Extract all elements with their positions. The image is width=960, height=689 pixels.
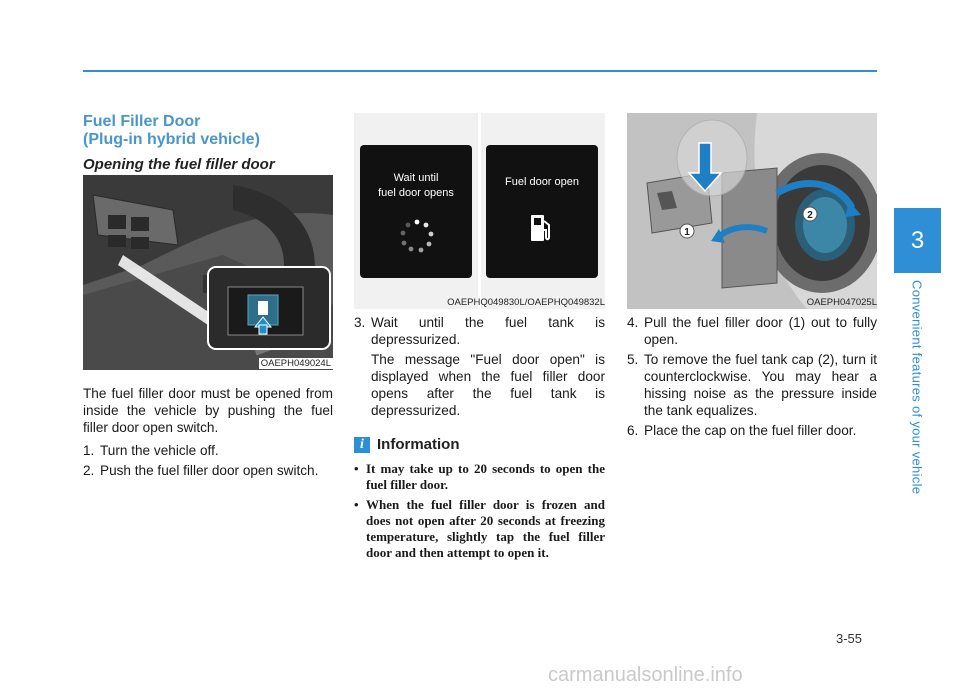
information-icon: i (354, 437, 370, 453)
chapter-title: Convenient features of your vehicle (909, 280, 925, 495)
figure-caption: OAEPHQ049830L/OAEPHQ049832L (447, 297, 605, 308)
section-subtitle: Opening the fuel filler door (83, 156, 275, 173)
column-1-text (83, 385, 333, 482)
list-item (627, 351, 877, 419)
bullet-text: It may take up to 20 seconds to open the fuel filler door. (366, 461, 605, 492)
header-rule (83, 70, 877, 72)
chapter-number: 3 (910, 226, 925, 254)
information-heading (354, 436, 605, 453)
figure-caption: OAEPH049024L (260, 358, 331, 369)
screen-message-wait (360, 171, 472, 201)
section-title-line1: Fuel Filler Door (83, 113, 201, 130)
step-number: 3. (354, 315, 366, 330)
section-heading (83, 113, 333, 173)
list-item (83, 462, 333, 479)
callout-1: 1 (684, 227, 690, 238)
information-bullets (354, 461, 605, 565)
figure-fuel-cap (627, 113, 877, 309)
figure-divider (478, 113, 481, 309)
steps-list-1 (83, 442, 333, 479)
step-text: Place the cap on the fuel filler door. (644, 423, 857, 438)
list-item (354, 314, 605, 348)
list-item (354, 497, 605, 561)
list-item (627, 422, 877, 439)
callout-2: 2 (807, 210, 813, 221)
page-number: 3-55 (836, 631, 863, 646)
information-title: Information (377, 436, 460, 453)
dashboard-illustration (83, 175, 333, 370)
steps-list-3 (627, 314, 877, 439)
figure-caption: OAEPH047025L (806, 297, 877, 308)
screen-message-open: Fuel door open (505, 176, 579, 188)
chapter-number-tab (894, 208, 941, 273)
step-text: Wait until the fuel tank is depressurized. (371, 315, 605, 347)
step-text: To remove the fuel tank cap (2), turn it counterclockwise. You may hear a hissing noise as the pressure inside the tank equalizes. (644, 352, 877, 418)
column-3-text (627, 314, 877, 442)
steps-list-2 (354, 314, 605, 348)
bullet-icon: • (354, 497, 359, 512)
section-title-line2: (Plug-in hybrid vehicle) (83, 131, 260, 148)
figure-cluster-messages (354, 113, 605, 309)
figure-dashboard-switch (83, 175, 333, 370)
step-text: Push the fuel filler door open switch. (100, 463, 319, 478)
step-number: 4. (627, 315, 639, 330)
step-text: Pull the fuel filler door (1) out to fully open. (644, 315, 877, 347)
cluster-screen-wait (360, 145, 472, 278)
cluster-screen-open (486, 145, 598, 278)
bullet-text: When the fuel filler door is frozen and does not open after 20 seconds at freezing temperature, slightly tap the fuel filler door and then attempt to open it. (366, 497, 605, 560)
fuel-door-illustration (627, 113, 877, 309)
step-number: 5. (627, 352, 639, 367)
loading-spinner-icon (400, 219, 434, 253)
list-item (354, 461, 605, 493)
column-2-text (354, 314, 605, 419)
step-number: 2. (83, 463, 95, 478)
step-text: Turn the vehicle off. (100, 443, 219, 458)
watermark: carmanualsonline.info (548, 664, 743, 686)
fuel-pump-icon (528, 213, 554, 243)
step-number: 6. (627, 423, 639, 438)
bullet-icon: • (354, 461, 359, 476)
screen-text-line2: fuel door opens (378, 187, 454, 199)
intro-paragraph: The fuel filler door must be opened from inside the vehicle by pushing the fuel filler door open switch. (83, 386, 333, 435)
screen-text-line1: Wait until (393, 172, 439, 184)
list-item (627, 314, 877, 348)
list-item (83, 442, 333, 459)
step-note: The message "Fuel door open" is displayed when the fuel filler door opens after the fuel tank is depressurized. (371, 352, 605, 418)
step-number: 1. (83, 443, 95, 458)
